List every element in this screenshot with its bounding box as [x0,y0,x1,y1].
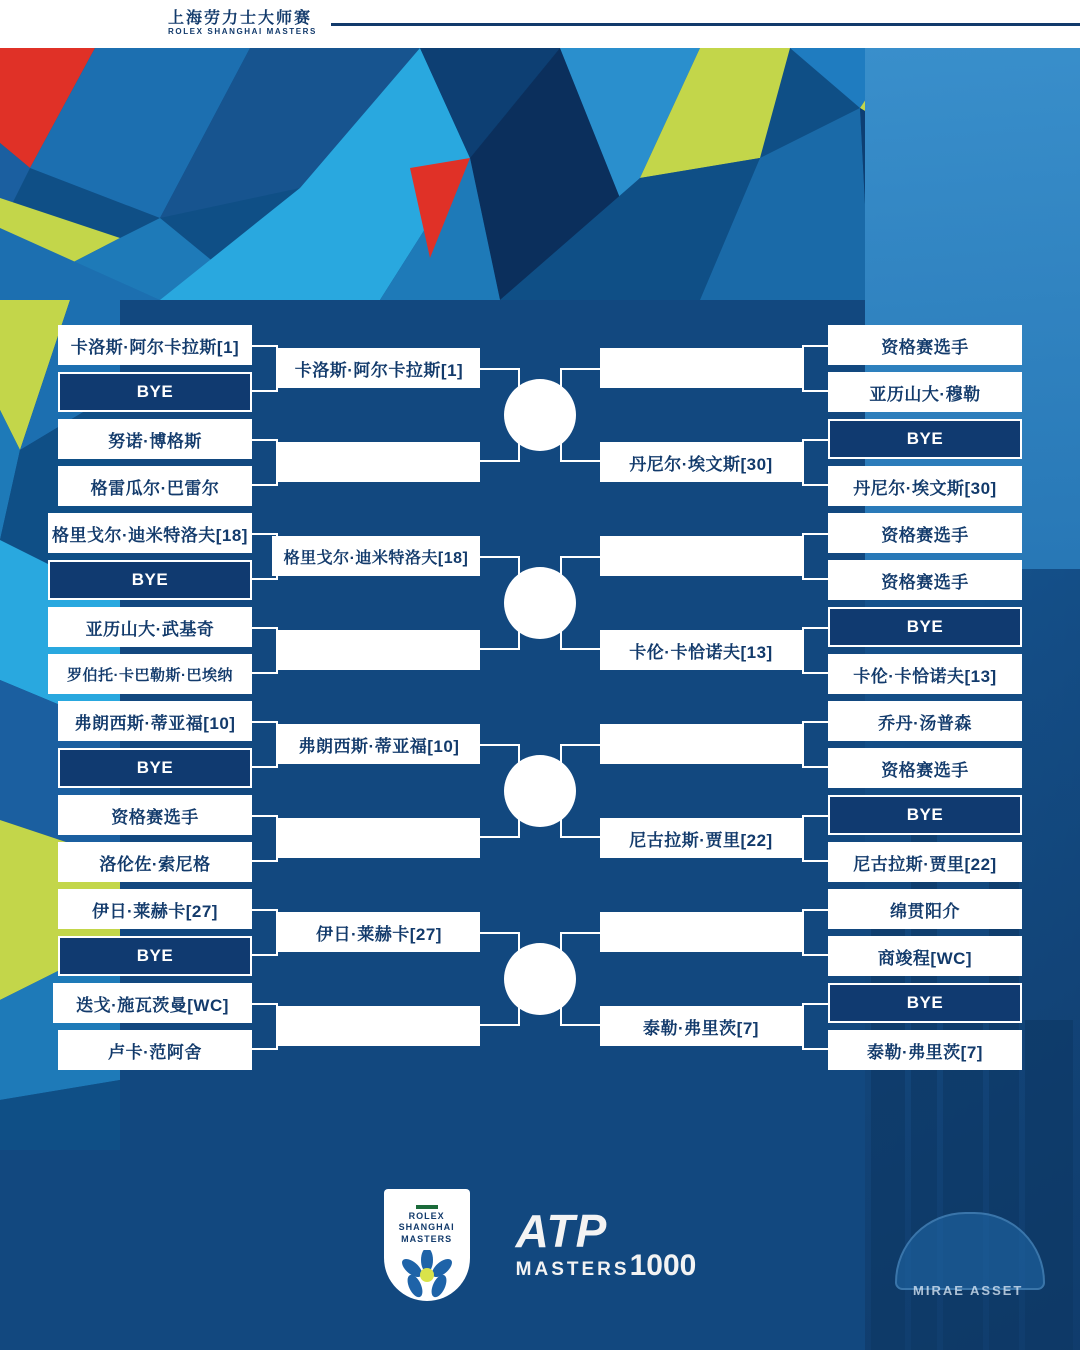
rolex-badge-line3: MASTERS [401,1233,453,1244]
bracket-slot[interactable] [600,348,802,388]
rolex-badge-line1: ROLEX [408,1211,445,1221]
bracket-slot[interactable]: 罗伯托·卡巴勒斯·巴埃纳 [48,654,252,694]
bracket-slot[interactable]: 弗朗西斯·蒂亚福[10] [278,724,480,764]
bracket-connector [560,368,600,462]
bracket-slot[interactable]: 商竣程[WC] [828,936,1022,976]
atp-logo-sub [515,1249,697,1283]
bracket-slot[interactable]: 格雷瓜尔·巴雷尔 [58,466,252,506]
bracket-connector [802,627,828,674]
bracket-slot[interactable]: 资格赛选手 [828,513,1022,553]
bracket-connector [802,1003,828,1050]
bracket-slot[interactable]: 资格赛选手 [828,748,1022,788]
bracket-slot[interactable]: 卢卡·范阿舍 [58,1030,252,1070]
bracket-connector [560,556,600,650]
bracket-connector [252,439,278,486]
bracket-slot[interactable]: BYE [828,983,1022,1023]
bracket-slot[interactable]: 泰勒·弗里茨[7] [828,1030,1022,1070]
bracket-slot[interactable]: 卡伦·卡恰诺夫[13] [600,630,802,670]
bracket-slot[interactable]: 尼古拉斯·贾里[22] [600,818,802,858]
bracket-connector [560,932,600,1026]
bracket-connector [802,439,828,486]
bracket-slot[interactable]: 洛伦佐·索尼格 [58,842,252,882]
page-header [0,0,1080,48]
rolex-badge-line2: SHANGHAI [398,1222,455,1233]
bracket-connector [252,627,278,674]
bracket-slot[interactable]: BYE [58,372,252,412]
rolex-badge-text [399,1211,455,1245]
bracket-slot[interactable]: 格里戈尔·迪米特洛夫[18] [48,513,252,553]
bracket-slot[interactable]: 乔丹·汤普森 [828,701,1022,741]
bracket-slot[interactable]: 格里戈尔·迪米特洛夫[18] [272,536,480,576]
bracket-slot[interactable] [278,630,480,670]
bracket-slot[interactable]: 尼古拉斯·贾里[22] [828,842,1022,882]
bracket-slot[interactable]: 绵贯阳介 [828,889,1022,929]
bracket-slot[interactable]: 伊日·莱赫卡[27] [58,889,252,929]
bracket-connector [802,721,828,768]
bracket-slot[interactable]: 资格赛选手 [828,560,1022,600]
bracket-connector [252,1003,278,1050]
bracket-connector [560,744,600,838]
bracket-slot[interactable]: 卡洛斯·阿尔卡拉斯[1] [278,348,480,388]
bracket-slot[interactable]: 卡洛斯·阿尔卡拉斯[1] [58,325,252,365]
bracket-connector [252,909,278,956]
crown-icon [416,1197,438,1209]
tournament-logo [168,11,317,36]
atp-masters-1000-logo [515,1204,697,1283]
bracket-slot[interactable]: 泰勒·弗里茨[7] [600,1006,802,1046]
atp-1000-text: 1000 [629,1249,697,1283]
bracket-slot[interactable] [600,536,802,576]
bracket-slot[interactable]: BYE [48,560,252,600]
bracket-slot[interactable]: BYE [58,936,252,976]
stadium-label: MIRAE ASSET [913,1283,1024,1298]
bracket-slot[interactable]: 丹尼尔·埃文斯[30] [600,442,802,482]
footer-logos [0,1140,1080,1350]
draw-bracket [0,300,1080,1130]
rolex-shanghai-masters-badge [384,1189,470,1301]
bracket-slot[interactable]: 资格赛选手 [58,795,252,835]
bracket-slot[interactable] [600,724,802,764]
bracket-slot[interactable]: BYE [58,748,252,788]
bracket-slot[interactable]: BYE [828,795,1022,835]
bracket-slot[interactable] [600,912,802,952]
bracket-connector [252,721,278,768]
bracket-slot[interactable] [278,818,480,858]
bracket-connector [802,345,828,392]
bracket-slot[interactable]: 亚历山大·穆勒 [828,372,1022,412]
bracket-connector [252,345,278,392]
atp-logo-main: ATP [515,1204,608,1257]
bracket-connector [802,533,828,580]
header-rule [331,23,1080,26]
bracket-slot[interactable]: 丹尼尔·埃文斯[30] [828,466,1022,506]
atp-masters-text: MASTERS [515,1259,630,1281]
bracket-slot[interactable]: 亚历山大·武基奇 [48,607,252,647]
bracket-slot[interactable]: BYE [828,419,1022,459]
bracket-connector [252,815,278,862]
bracket-slot[interactable]: 努诺·博格斯 [58,419,252,459]
bracket-slot[interactable]: 卡伦·卡恰诺夫[13] [828,654,1022,694]
bracket-slot[interactable]: 弗朗西斯·蒂亚福[10] [58,701,252,741]
bracket-slot[interactable]: 资格赛选手 [828,325,1022,365]
tournament-title-cn: 上海劳力士大师赛 [168,10,313,28]
bracket-slot[interactable] [278,442,480,482]
bracket-connector [802,909,828,956]
tournament-title-en: ROLEX SHANGHAI MASTERS [168,27,317,37]
bracket-connector [802,815,828,862]
bracket-slot[interactable]: 迭戈·施瓦茨曼[WC] [53,983,252,1023]
bracket-slot[interactable]: 伊日·莱赫卡[27] [278,912,480,952]
magnolia-flower-icon [399,1250,455,1300]
bracket-slot[interactable]: BYE [828,607,1022,647]
bracket-slot[interactable] [278,1006,480,1046]
